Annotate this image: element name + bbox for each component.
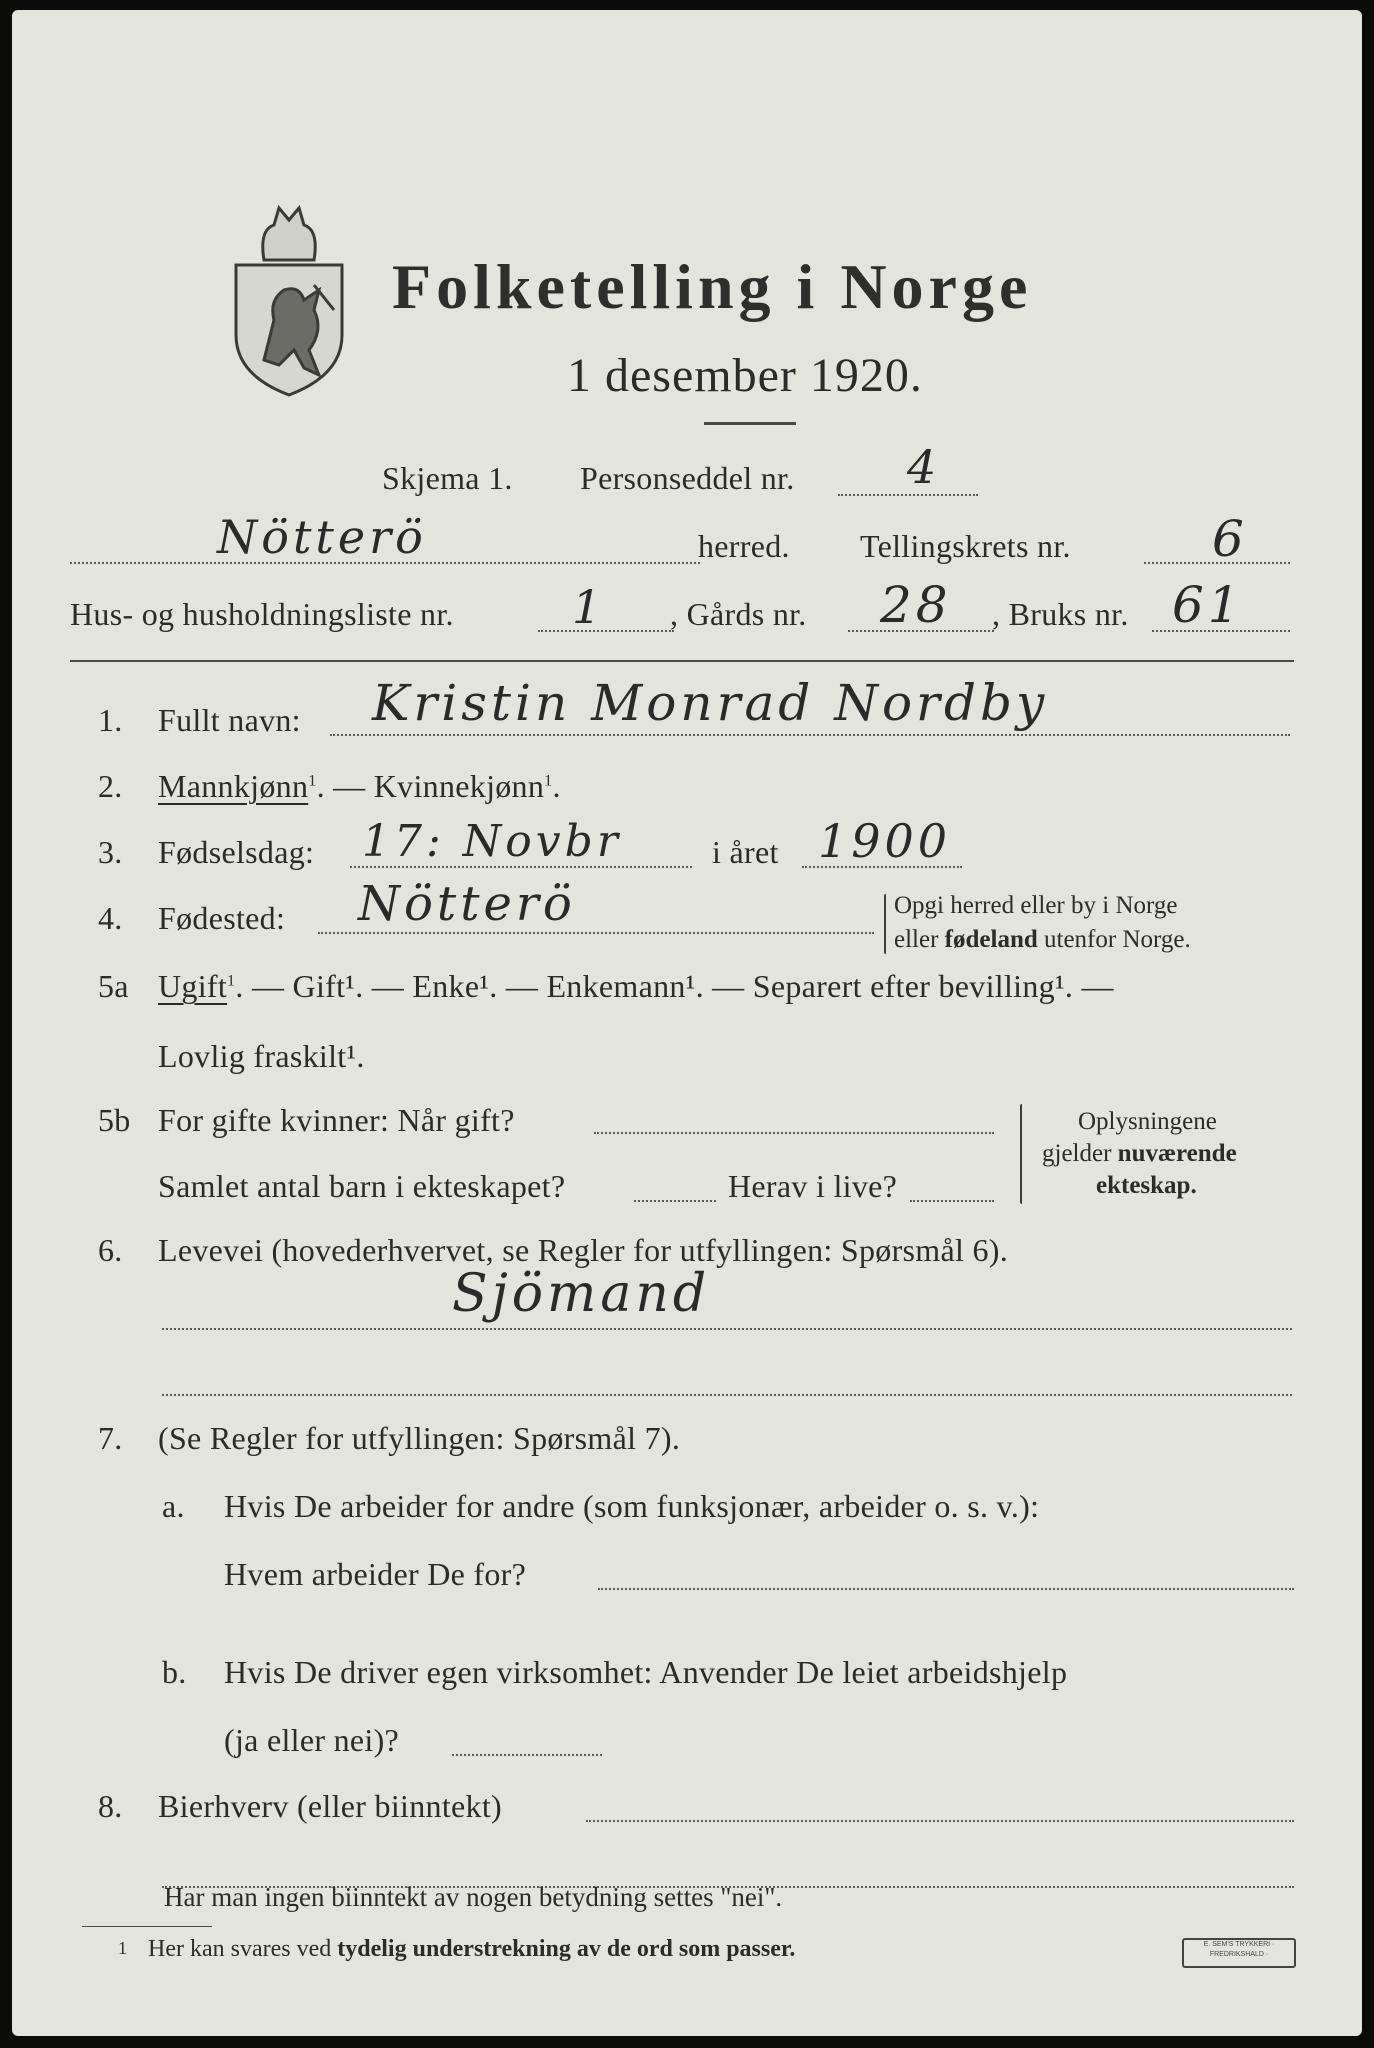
- footnote-divider: [82, 1926, 212, 1927]
- q5b-married-when-label: For gifte kvinner: Når gift?: [158, 1102, 515, 1138]
- q7a-letter: a.: [162, 1488, 185, 1524]
- option-lovlig-fraskilt: Lovlig fraskilt¹.: [158, 1038, 365, 1074]
- census-form-sheet: [12, 10, 1362, 2036]
- hus-value: 1: [572, 580, 606, 634]
- census-date: 1 desember 1920.: [567, 349, 923, 402]
- personseddel-label: Personseddel nr.: [580, 460, 795, 496]
- footer-note: Har man ingen biinntekt av nogen betydning settes "nei".: [164, 1882, 783, 1912]
- q7a-text: Hvis De arbeider for andre (som funksjonær, arbeider o. s. v.):: [224, 1488, 1040, 1524]
- tellingskrets-label: Tellingskrets nr.: [860, 528, 1071, 564]
- occupation-value: Sjömand: [452, 1264, 711, 1324]
- gards-value: 28: [880, 576, 952, 634]
- q5b-children-label: Samlet antal barn i ekteskapet?: [158, 1168, 566, 1204]
- birthplace-note-line1: Opgi herred eller by i Norge: [894, 892, 1178, 919]
- footnote-text: Her kan svares ved tydelig understrekning av de ord som passer.: [148, 1936, 796, 1962]
- year-label: i året: [712, 834, 779, 870]
- q8-label: Bierhverv (eller biinntekt): [158, 1788, 502, 1824]
- tellingskrets-value: 6: [1212, 510, 1248, 568]
- birth-day-value: 17: Novbr: [362, 816, 622, 867]
- q7-label: (Se Regler for utfyllingen: Spørsmål 7).: [158, 1420, 681, 1456]
- form-title: Folketelling i Norge: [392, 251, 1033, 322]
- q1-label: Fullt navn:: [158, 702, 301, 738]
- printer-stamp: E. SEM'S TRYKKERI · FREDRIKSHALD ·: [1182, 1938, 1296, 1968]
- personseddel-value: 4: [907, 440, 941, 494]
- header-divider: [70, 660, 1294, 662]
- hus-label: Hus- og husholdningsliste nr.: [70, 596, 454, 632]
- q5a-number: 5a: [98, 968, 129, 1004]
- footnote-number: 1: [118, 1938, 127, 1958]
- q7b-hired-help-label: (ja eller nei)?: [224, 1722, 400, 1758]
- q5b-number: 5b: [98, 1102, 131, 1138]
- herred-label: herred.: [698, 528, 790, 564]
- option-kvinnekjonn: Kvinnekjønn: [373, 768, 545, 804]
- q7a-employer-label: Hvem arbeider De for?: [224, 1556, 527, 1592]
- q7-number: 7.: [98, 1420, 123, 1456]
- gards-label: , Gårds nr.: [670, 596, 807, 632]
- schema-label: Skjema 1.: [382, 460, 513, 496]
- q3-number: 3.: [98, 834, 123, 870]
- herred-value: Nötterö: [217, 510, 427, 564]
- marital-status-options: Ugift$^1$. — Gift¹. — Enke¹. — Enkemann¹. — Separert efter bevilling¹. —: [158, 968, 1114, 1004]
- q4-number: 4.: [98, 900, 123, 936]
- bruks-label: , Bruks nr.: [992, 596, 1129, 632]
- q6-label: Levevei (hovederhvervet, se Regler for utfyllingen: Spørsmål 6).: [158, 1232, 1009, 1268]
- q7b-letter: b.: [162, 1654, 187, 1690]
- q3-label: Fødselsdag:: [158, 834, 315, 870]
- birthplace-note-line2: eller fødeland utenfor Norge.: [894, 926, 1191, 953]
- option-mannkjonn: Mannkjønn: [158, 768, 309, 804]
- marriage-note-line1: Oplysningene: [1078, 1108, 1217, 1135]
- option-ugift: Ugift: [158, 968, 228, 1004]
- q1-number: 1.: [98, 702, 123, 738]
- marriage-note-line3: ekteskap.: [1096, 1172, 1197, 1199]
- bruks-value: 61: [1172, 576, 1244, 634]
- q7b-text: Hvis De driver egen virksomhet: Anvender De leiet arbeidshjelp: [224, 1654, 1068, 1690]
- q2-number: 2.: [98, 768, 123, 804]
- q4-label: Fødested:: [158, 900, 286, 936]
- q8-number: 8.: [98, 1788, 123, 1824]
- norwegian-lion-coat-of-arms-icon: [224, 190, 354, 400]
- q5b-alive-label: Herav i live?: [728, 1168, 898, 1204]
- birth-year-value: 1900: [818, 814, 952, 868]
- q6-number: 6.: [98, 1232, 123, 1268]
- sex-options: Mannkjønn$^1$. — Kvinnekjønn$^1$.: [158, 768, 561, 804]
- title-divider: [704, 422, 796, 425]
- marriage-note-line2: gjelder nuværende: [1042, 1140, 1237, 1167]
- full-name-value: Kristin Monrad Nordby: [372, 674, 1049, 732]
- birthplace-value: Nötterö: [358, 876, 576, 932]
